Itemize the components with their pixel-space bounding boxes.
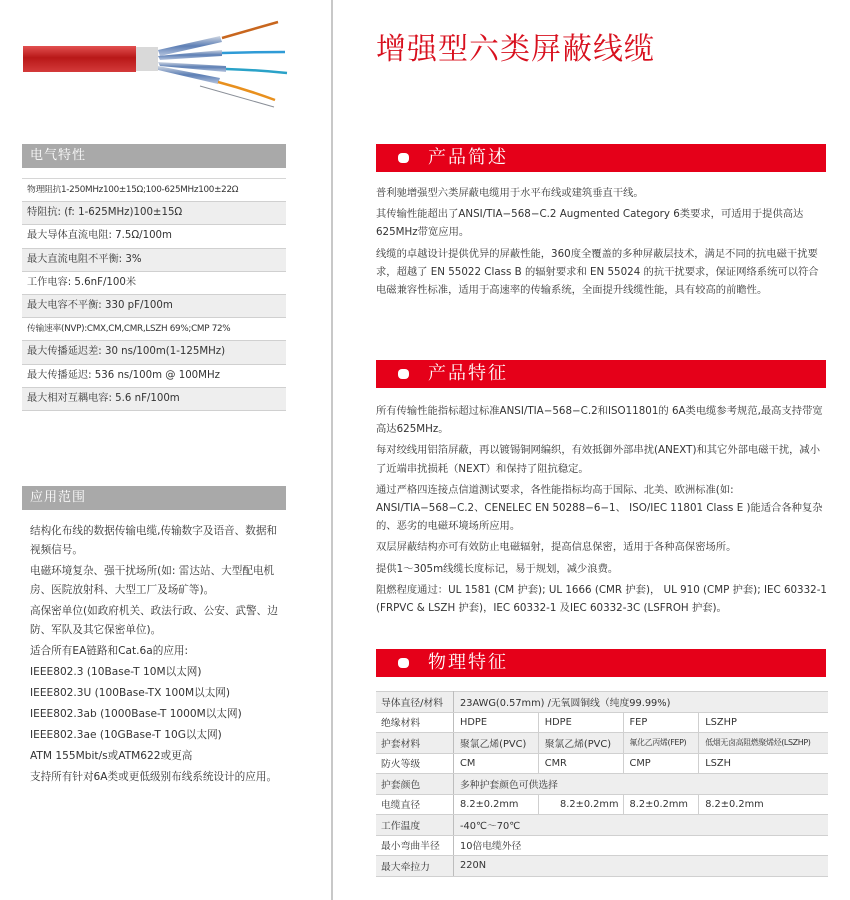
table-row	[376, 794, 828, 815]
table-row	[376, 692, 828, 713]
page-title: 增强型六类屏蔽线缆	[376, 32, 655, 67]
bullet-icon	[398, 369, 409, 379]
application-item: 结构化布线的数据传输电缆,传输数字及语音、数据和视频信号。	[30, 525, 278, 556]
physical-section-heading	[376, 649, 826, 677]
application-item: 适合所有EA链路和Cat.6a的应用:	[30, 645, 189, 657]
row-label: 导体直径/材料	[376, 692, 454, 713]
row-value: 220N	[454, 856, 829, 877]
spec-item: 特阻抗: (f: 1-625MHz)100±15Ω	[22, 202, 286, 225]
table-row	[376, 856, 828, 877]
application-item: 高保密单位(如政府机关、政法行政、公安、武警、边防、军队及其它保密单位)。	[30, 605, 278, 636]
row-value: 低烟无卤高阻燃聚烯烃(LSZHP)	[699, 733, 828, 754]
features-section-heading	[376, 360, 826, 388]
electrical-section-heading	[22, 144, 286, 168]
table-row	[376, 753, 828, 774]
feature-paragraph: 提供1～305m线缆长度标记，易于规划，减少浪费。	[376, 562, 619, 575]
spec-item: 最大传播延迟差: 30 ns/100m(1-125MHz)	[22, 341, 286, 364]
features-heading-text: 产品特征	[428, 363, 508, 384]
feature-paragraph: 每对绞线用铝箔屏蔽，再以镀锡铜网编织，有效抵御外部串扰(ANEXT)和其它外部电磁干扰，减小了近端串扰损耗（NEXT）和保持了阻抗稳定。	[376, 444, 821, 475]
row-value: 8.2±0.2mm	[454, 794, 539, 815]
bullet-icon	[398, 658, 409, 668]
row-value: LSZH	[699, 753, 828, 774]
table-row	[376, 733, 828, 754]
overview-paragraph: 普利驰增强型六类屏蔽电缆用于水平布线或建筑垂直干线。	[376, 187, 644, 199]
overview-heading-text: 产品简述	[428, 147, 508, 168]
row-value: CMP	[623, 753, 699, 774]
row-value: 8.2±0.2mm	[623, 794, 699, 815]
row-value: HDPE	[454, 712, 539, 733]
table-row	[376, 712, 828, 733]
row-value: 氟化乙丙烯(FEP)	[623, 733, 699, 754]
application-item: IEEE802.3ab (1000Base-T 1000M以太网)	[30, 708, 242, 720]
spec-item: 最大导体直流电阻: 7.5Ω/100m	[22, 225, 286, 248]
applications-section-heading	[22, 486, 286, 510]
row-label: 最大牵拉力	[376, 856, 454, 877]
applications-heading-text: 应用范围	[30, 490, 87, 505]
row-label: 护套材料	[376, 733, 454, 754]
row-value: 多种护套颜色可供选择	[454, 774, 829, 795]
application-item: IEEE802.3ae (10GBase-T 10G以太网)	[30, 729, 222, 741]
applications-list	[30, 522, 284, 789]
cable-product-image	[0, 0, 300, 140]
physical-heading-text: 物理特征	[428, 652, 508, 673]
application-item: 电磁环境复杂、强干扰场所(如: 雷达站、大型配电机房、医院放射科、大型工厂及场矿等)。	[30, 565, 275, 596]
application-item: IEEE802.3 (10Base-T 10M以太网)	[30, 666, 202, 678]
row-label: 最小弯曲半径	[376, 835, 454, 856]
row-value: CMR	[538, 753, 623, 774]
table-row	[376, 815, 828, 836]
column-divider	[331, 0, 333, 900]
row-label: 工作温度	[376, 815, 454, 836]
row-label: 电缆直径	[376, 794, 454, 815]
physical-spec-table	[376, 691, 828, 877]
row-value: 8.2±0.2mm	[699, 794, 828, 815]
row-value: FEP	[623, 712, 699, 733]
row-label: 护套颜色	[376, 774, 454, 795]
row-value: 8.2±0.2mm	[538, 794, 623, 815]
overview-paragraph: 线缆的卓越设计提供优异的屏蔽性能，360度全覆盖的多种屏蔽层技术，满足不同的抗电磁干扰要求，超越了 EN 55022 Class B 的辐射要求和 EN 55024 的抗干扰要求，保证网络系统可以符合电磁兼容性标准，适用于高速率的传输系统，全面提升线缆性能，具有较高的前瞻性。	[376, 247, 819, 297]
spec-item: 最大直流电阻不平衡: 3%	[22, 249, 286, 272]
features-text	[376, 402, 828, 620]
overview-section-heading	[376, 144, 826, 172]
spec-item: 传输速率(NVP):CMX,CM,CMR,LSZH 69%;CMP 72%	[22, 318, 286, 341]
row-label: 防火等级	[376, 753, 454, 774]
overview-text	[376, 184, 828, 302]
row-label: 绝缘材料	[376, 712, 454, 733]
row-value: 10倍电缆外径	[454, 835, 829, 856]
overview-paragraph: 其传输性能超出了ANSI/TIA−568−C.2 Augmented Category 6类要求，可适用于提供高达625MHz带宽应用。	[376, 208, 804, 239]
row-value: -40℃～70℃	[454, 815, 829, 836]
feature-paragraph: 阻燃程度通过：UL 1581 (CM 护套); UL 1666 (CMR 护套)， UL 910 (CMP 护套); IEC 60332-1 (FRPVC & LSZH 护套)，IEC 60332-1 及IEC 60332-3C (LSFROH 护套)。	[376, 583, 827, 615]
spec-item: 最大相对互耦电容: 5.6 nF/100m	[22, 388, 286, 411]
spec-item: 最大电容不平衡: 330 pF/100m	[22, 295, 286, 318]
row-value: CM	[454, 753, 539, 774]
row-value: HDPE	[538, 712, 623, 733]
row-value: LSZHP	[699, 712, 828, 733]
spec-item: 最大传播延迟: 536 ns/100m @ 100MHz	[22, 365, 286, 388]
spec-item: 物理阻抗1-250MHz100±15Ω;100-625MHz100±22Ω	[22, 179, 286, 202]
electrical-spec-list	[22, 178, 286, 411]
spec-item: 工作电容: 5.6nF/100米	[22, 272, 286, 295]
electrical-heading-text: 电气特性	[30, 148, 87, 163]
feature-paragraph: 通过严格四连接点信道测试要求，各性能指标均高于国际、北美、欧洲标准(如: ANSI/TIA−568−C.2、CENELEC EN 50288−6−1、 ISO/IEC 11801 Class E )能适合各种复杂的、恶劣的电磁环境场所应用。	[376, 483, 823, 533]
application-item: 支持所有针对6A类或更低级别布线系统设计的应用。	[30, 771, 278, 783]
application-item: ATM 155Mbit/s或ATM622或更高	[30, 750, 193, 762]
application-item: IEEE802.3U (100Base-TX 100M以太网)	[30, 687, 231, 699]
row-value: 聚氯乙烯(PVC)	[454, 733, 539, 754]
table-row	[376, 774, 828, 795]
feature-paragraph: 所有传输性能指标超过标准ANSI/TIA−568−C.2和ISO11801的 6A类电缆参考规范,最高支持带宽高达625MHz。	[376, 405, 823, 436]
bullet-icon	[398, 153, 409, 163]
table-row	[376, 835, 828, 856]
row-value: 23AWG(0.57mm) /无氧圆铜线（纯度99.99%)	[454, 692, 829, 713]
row-value: 聚氯乙烯(PVC)	[538, 733, 623, 754]
feature-paragraph: 双层屏蔽结构亦可有效防止电磁辐射，提高信息保密，适用于各种高保密场所。	[376, 541, 737, 554]
